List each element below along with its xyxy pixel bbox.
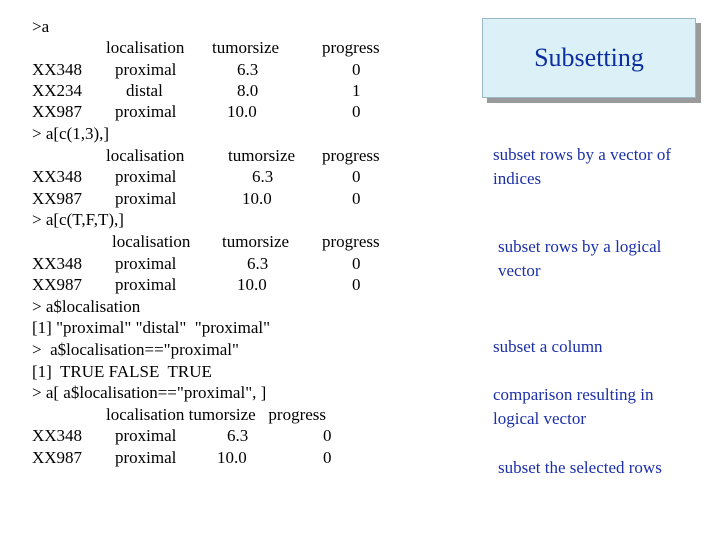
table6-header: localisation tumorsize progress [106,405,327,424]
table1-row-id: XX234 [32,81,83,100]
table1-row-tumorsize: 10.0 [227,102,257,121]
table1-row-progress: 0 [352,102,361,121]
table3-row-localisation: proximal [115,254,177,273]
table1-row-tumorsize: 8.0 [237,81,259,100]
table2-header-progress: progress [322,146,380,165]
slide-title: Subsetting [534,43,644,72]
table2-row-id: XX348 [32,167,83,186]
table2-row-progress: 0 [352,189,361,208]
note-index-subset: subset rows by a vector of indices [493,145,671,188]
table6-row-progress: 0 [323,448,332,467]
note-logical-subset: subset rows by a logical vector [498,237,662,280]
table1-row-localisation: distal [126,81,163,100]
table1-header-localisation: localisation [106,38,185,57]
table3-header-localisation: localisation [112,232,191,251]
table3-row-id: XX348 [32,254,83,273]
note-column-subset: subset a column [493,337,603,356]
cmd-logical-subset: > a[c(T,F,T),] [32,210,124,229]
table1-row-localisation: proximal [115,60,177,79]
table1-row-localisation: proximal [115,102,177,121]
table1-header-tumorsize: tumorsize [212,38,280,57]
table1-header-progress: progress [322,38,380,57]
cmd-column-subset: > a$localisation [32,297,141,316]
title-box [482,18,696,98]
table1-row-id: XX348 [32,60,83,79]
table2-row-localisation: proximal [115,167,177,186]
column-output: [1] "proximal" "distal" "proximal" [32,318,271,337]
table1-row-progress: 0 [352,60,361,79]
table2-row-id: XX987 [32,189,83,208]
note-comparison: comparison resulting in logical vector [493,385,654,428]
cmd-comparison: > a$localisation=="proximal" [32,340,239,359]
table6-row-tumorsize: 10.0 [217,448,247,467]
table6-row-id: XX348 [32,426,83,445]
cmd-index-subset: > a[c(1,3),] [32,124,110,143]
table3-row-id: XX987 [32,275,83,294]
table2-header-localisation: localisation [106,146,185,165]
table3-row-progress: 0 [352,275,361,294]
table2-row-tumorsize: 6.3 [252,167,274,186]
table1-row-tumorsize: 6.3 [237,60,259,79]
comparison-output: [1] TRUE FALSE TRUE [32,362,212,381]
table6-row-id: XX987 [32,448,83,467]
table3-row-localisation: proximal [115,275,177,294]
cmd-print-a: >a [32,17,50,36]
table3-row-progress: 0 [352,254,361,273]
table6-row-progress: 0 [323,426,332,445]
table6-row-tumorsize: 6.3 [227,426,249,445]
cmd-selected-rows: > a[ a$localisation=="proximal", ] [32,383,267,402]
table6-row-localisation: proximal [115,448,177,467]
table6-row-localisation: proximal [115,426,177,445]
table1-row-progress: 1 [352,81,361,100]
table2-row-tumorsize: 10.0 [242,189,272,208]
table3-row-tumorsize: 6.3 [247,254,269,273]
table2-row-localisation: proximal [115,189,177,208]
note-selected-rows: subset the selected rows [498,458,662,477]
table2-row-progress: 0 [352,167,361,186]
table3-header-progress: progress [322,232,380,251]
table3-row-tumorsize: 10.0 [237,275,267,294]
table3-header-tumorsize: tumorsize [222,232,290,251]
table2-header-tumorsize: tumorsize [228,146,296,165]
table1-row-id: XX987 [32,102,83,121]
